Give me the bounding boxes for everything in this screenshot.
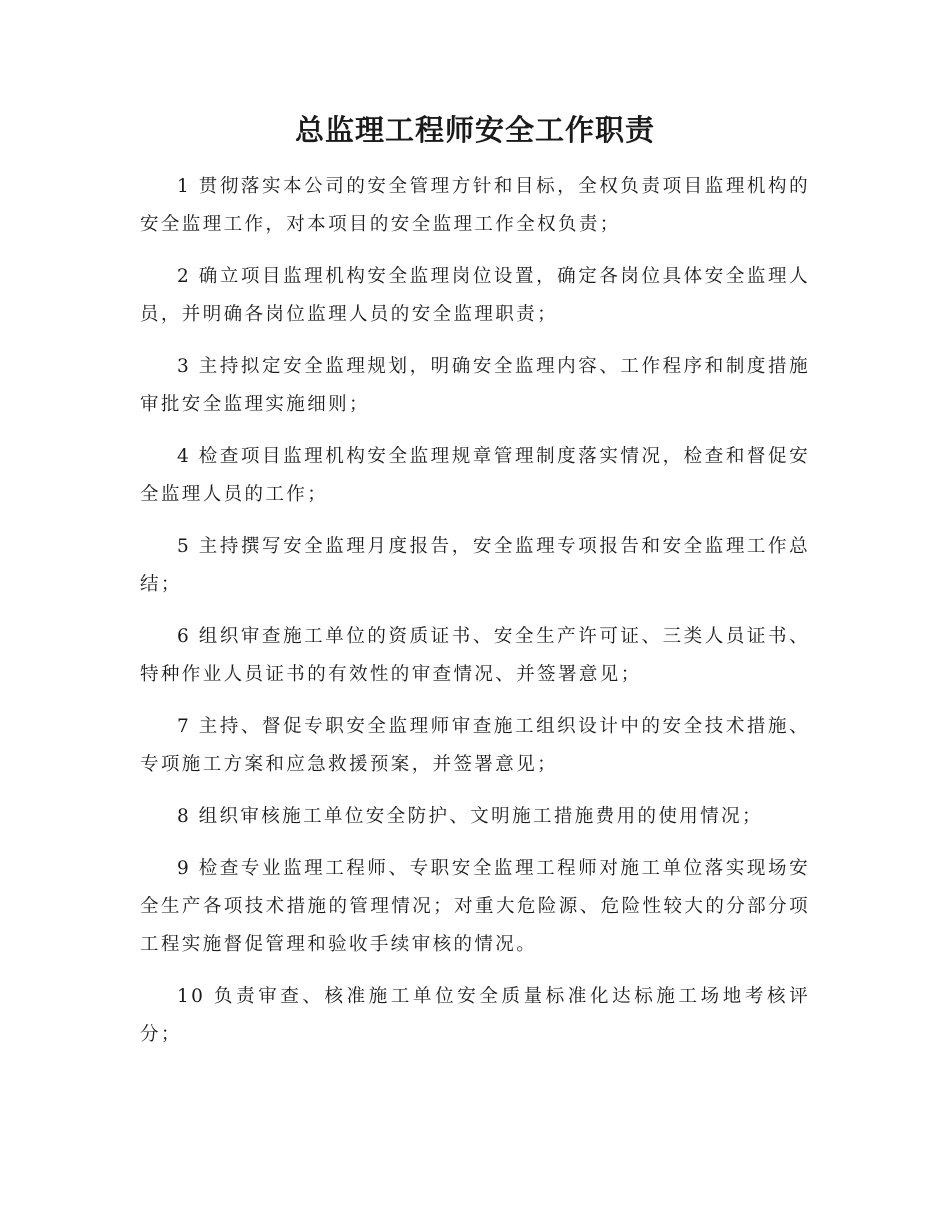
item-number: 10 bbox=[177, 986, 206, 1007]
item-number: 2 bbox=[177, 266, 192, 287]
duty-item bbox=[140, 618, 810, 694]
item-number: 3 bbox=[177, 356, 192, 377]
item-text: 主持、督促专职安全监理师审查施工组织设计中的安全技术措施、专项施工方案和应急救援预案，并签署意见； bbox=[140, 716, 810, 775]
duty-item bbox=[140, 798, 810, 836]
duty-item bbox=[140, 978, 810, 1054]
item-number: 1 bbox=[177, 176, 192, 197]
item-text: 检查专业监理工程师、专职安全监理工程师对施工单位落实现场安全生产各项技术措施的管理情况；对重大危险源、危险性较大的分部分项工程实施督促管理和验收手续审核的情况。 bbox=[140, 858, 810, 955]
item-text: 确立项目监理机构安全监理岗位设置，确定各岗位具体安全监理人员，并明确各岗位监理人员的安全监理职责； bbox=[140, 266, 810, 325]
item-text: 组织审查施工单位的资质证书、安全生产许可证、三类人员证书、特种作业人员证书的有效性的审查情况、并签署意见； bbox=[140, 626, 810, 685]
item-number: 9 bbox=[177, 858, 192, 879]
item-text: 检查项目监理机构安全监理规章管理制度落实情况，检查和督促安全监理人员的工作； bbox=[140, 446, 810, 505]
item-text: 主持撰写安全监理月度报告，安全监理专项报告和安全监理工作总结； bbox=[140, 536, 810, 595]
duty-item bbox=[140, 168, 810, 244]
item-number: 4 bbox=[177, 446, 192, 467]
duty-item bbox=[140, 438, 810, 514]
item-number: 7 bbox=[177, 716, 192, 737]
item-number: 8 bbox=[177, 806, 192, 827]
duty-item bbox=[140, 528, 810, 604]
duty-item bbox=[140, 708, 810, 784]
item-text: 负责审查、核准施工单位安全质量标准化达标施工场地考核评分； bbox=[140, 986, 810, 1045]
item-number: 6 bbox=[177, 626, 192, 647]
item-text: 主持拟定安全监理规划，明确安全监理内容、工作程序和制度措施审批安全监理实施细则； bbox=[140, 356, 810, 415]
duty-item bbox=[140, 850, 810, 964]
duty-item bbox=[140, 258, 810, 334]
duty-item bbox=[140, 348, 810, 424]
item-text: 组织审核施工单位安全防护、文明施工措施费用的使用情况； bbox=[198, 806, 763, 827]
item-text: 贯彻落实本公司的安全管理方针和目标，全权负责项目监理机构的安全监理工作，对本项目的安全监理工作全权负责； bbox=[140, 176, 810, 235]
item-number: 5 bbox=[177, 536, 192, 557]
document-title: 总监理工程师安全工作职责 bbox=[294, 113, 655, 147]
